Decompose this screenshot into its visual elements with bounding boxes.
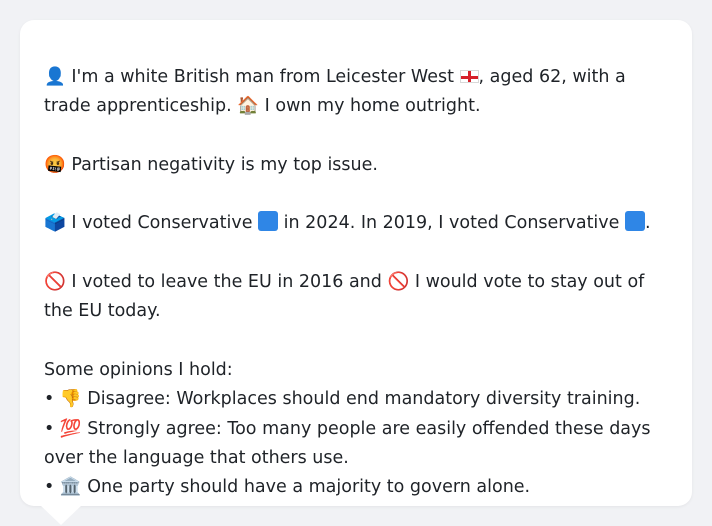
opinion-item [44,415,668,474]
voting-text-2: in 2024. In 2019, I voted Conservative [283,213,620,234]
classical-building-icon: 🏛️ [59,477,82,498]
demographics-text-2: , aged 62, with a trade apprenticeship. [44,67,626,117]
demographics-paragraph [44,63,668,122]
top-issue-paragraph [44,151,668,180]
conservative-blue-square-icon [625,211,645,231]
no-entry-icon: 🚫 [387,272,410,293]
opinion-text: Disagree: Workplaces should end mandatory diversity training. [87,389,641,410]
eu-text-2: I would vote to stay out of the EU today. [44,272,645,322]
bullet: • [44,389,55,410]
england-flag-icon [460,70,479,83]
demographics-text-3: I own my home outright. [264,96,481,117]
opinion-text: Strongly agree: Too many people are easily offended these days over the language that others use. [44,418,651,468]
voting-history-paragraph [44,209,668,238]
angry-face-icon: 🤬 [44,154,66,175]
opinions-heading: Some opinions I hold: [44,359,233,380]
message-bubble [20,20,692,506]
eu-text-1: I voted to leave the EU in 2016 and [71,272,382,293]
bubble-tail [40,505,82,525]
person-icon: 👤 [44,67,66,87]
voting-text-3: . [645,213,651,234]
bullet: • [44,477,55,498]
eu-referendum-paragraph [44,268,668,327]
voting-text-1: I voted Conservative [71,213,253,234]
conservative-blue-square-icon [258,211,278,231]
bullet: • [44,418,55,439]
opinion-item [44,473,668,502]
demographics-text-1: I'm a white British man from Leicester West [71,67,454,87]
ballot-box-icon: 🗳️ [44,213,66,234]
house-icon: 🏠 [237,96,260,117]
hundred-points-icon: 💯 [59,418,82,439]
thumbs-down-icon: 👎 [59,389,82,410]
no-entry-icon: 🚫 [44,272,66,293]
opinion-item [44,385,668,414]
opinion-text: One party should have a majority to govern alone. [87,477,531,498]
top-issue-text: Partisan negativity is my top issue. [71,154,378,175]
